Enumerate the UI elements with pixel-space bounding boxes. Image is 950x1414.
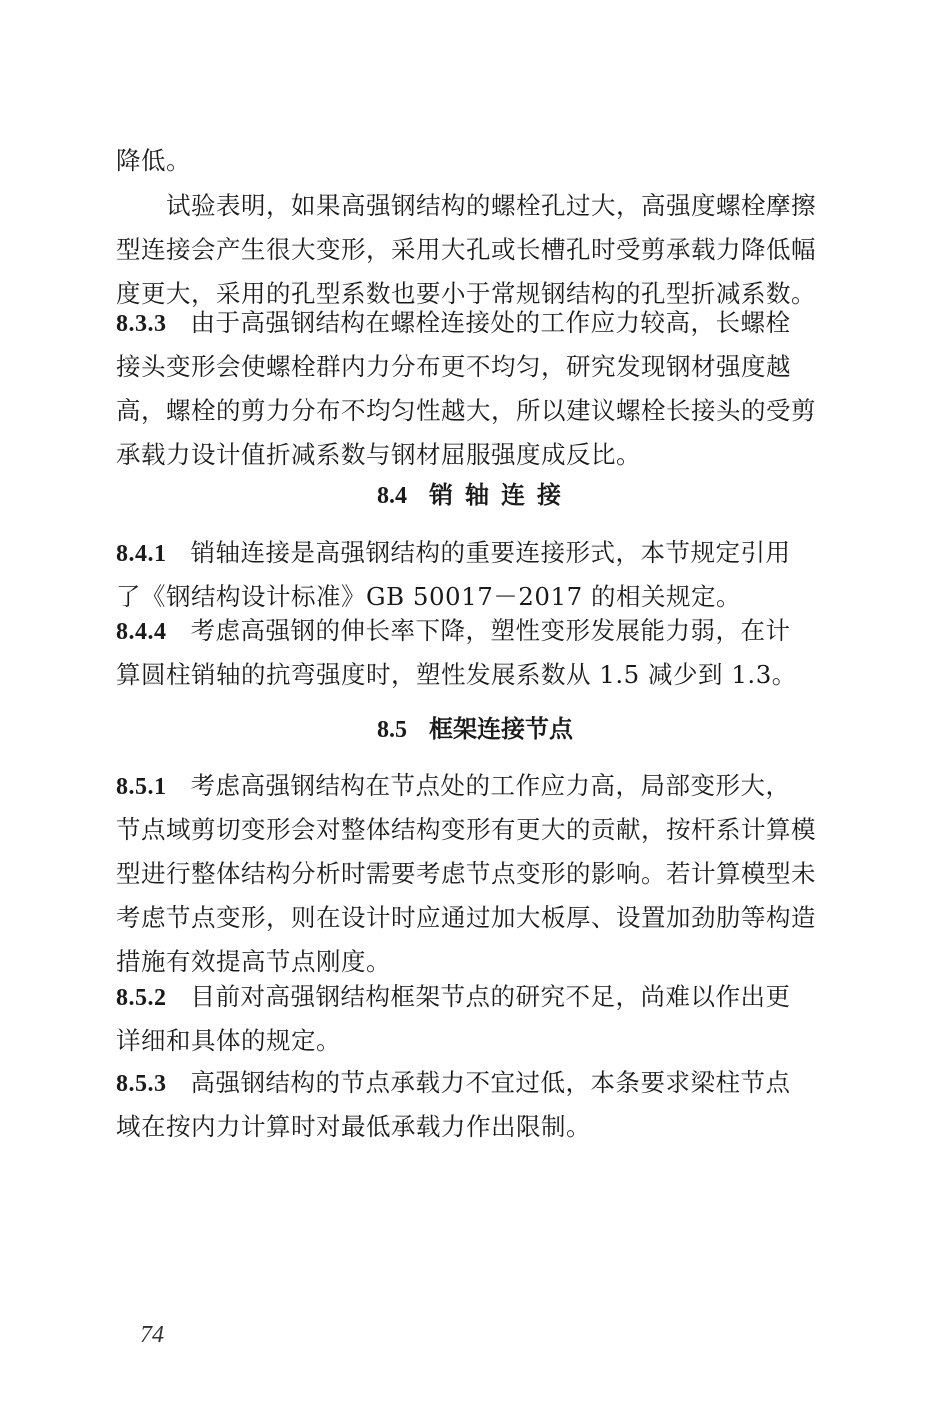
clause-text: 高强钢结构的节点承载力不宜过低，本条要求梁柱节点 <box>190 1068 791 1097</box>
section-number: 8.5 <box>377 717 407 743</box>
section-heading-8-5 <box>0 708 950 751</box>
text-line: 详细和具体的规定。 <box>116 1026 341 1055</box>
text-line: 域在按内力计算时对最低承载力作出限制。 <box>116 1112 591 1141</box>
text-line: 承载力设计值折减系数与钢材屈服强度成反比。 <box>116 440 641 469</box>
clause-number: 8.4.4 <box>116 619 167 645</box>
clause-number: 8.4.1 <box>116 541 167 567</box>
clause-8-5-3 <box>116 1062 840 1104</box>
text-line: 措施有效提高节点刚度。 <box>116 947 391 976</box>
clause-8-4-1 <box>116 532 840 574</box>
clause-8-5-2 <box>116 976 840 1018</box>
clause-8-5-1 <box>116 765 840 807</box>
page-number: 74 <box>140 1322 164 1348</box>
clause-text: 由于高强钢结构在螺栓连接处的工作应力较高，长螺栓 <box>190 308 791 337</box>
text-line: 了《钢结构设计标准》GB 50017－2017 的相关规定。 <box>116 582 741 611</box>
section-heading-8-4 <box>0 474 950 517</box>
section-title: 销轴连接 <box>429 480 573 509</box>
text-line: 算圆柱销轴的抗弯强度时，塑性发展系数从 1.5 减少到 1.3。 <box>116 660 797 689</box>
clause-text: 销轴连接是高强钢结构的重要连接形式，本节规定引用 <box>190 538 791 567</box>
clause-number: 8.5.2 <box>116 985 167 1011</box>
section-title: 框架连接节点 <box>429 714 573 743</box>
text-line: 试验表明，如果高强钢结构的螺栓孔过大，高强度螺栓摩擦 <box>166 191 816 220</box>
text-line: 降低。 <box>116 146 191 175</box>
clause-number: 8.5.1 <box>116 774 167 800</box>
clause-number: 8.3.3 <box>116 311 167 337</box>
text-line: 型进行整体结构分析时需要考虑节点变形的影响。若计算模型未 <box>116 859 816 888</box>
clause-number: 8.5.3 <box>116 1071 167 1097</box>
text-line: 度更大，采用的孔型系数也要小于常规钢结构的孔型折减系数。 <box>116 279 816 308</box>
text-line: 高，螺栓的剪力分布不均匀性越大，所以建议螺栓长接头的受剪 <box>116 396 816 425</box>
clause-text: 目前对高强钢结构框架节点的研究不足，尚难以作出更 <box>190 982 791 1011</box>
clause-8-4-4 <box>116 610 840 652</box>
clause-8-3-3 <box>116 302 840 344</box>
section-number: 8.4 <box>377 483 407 509</box>
text-line: 考虑节点变形，则在设计时应通过加大板厚、设置加劲肋等构造 <box>116 903 816 932</box>
clause-text: 考虑高强钢的伸长率下降，塑性变形发展能力弱，在计 <box>190 616 791 645</box>
text-line: 型连接会产生很大变形，采用大孔或长槽孔时受剪承载力降低幅 <box>116 235 816 264</box>
clause-text: 考虑高强钢结构在节点处的工作应力高，局部变形大， <box>190 771 791 800</box>
text-line: 节点域剪切变形会对整体结构变形有更大的贡献，按杆系计算模 <box>116 815 816 844</box>
text-line: 接头变形会使螺栓群内力分布更不均匀，研究发现钢材强度越 <box>116 352 791 381</box>
